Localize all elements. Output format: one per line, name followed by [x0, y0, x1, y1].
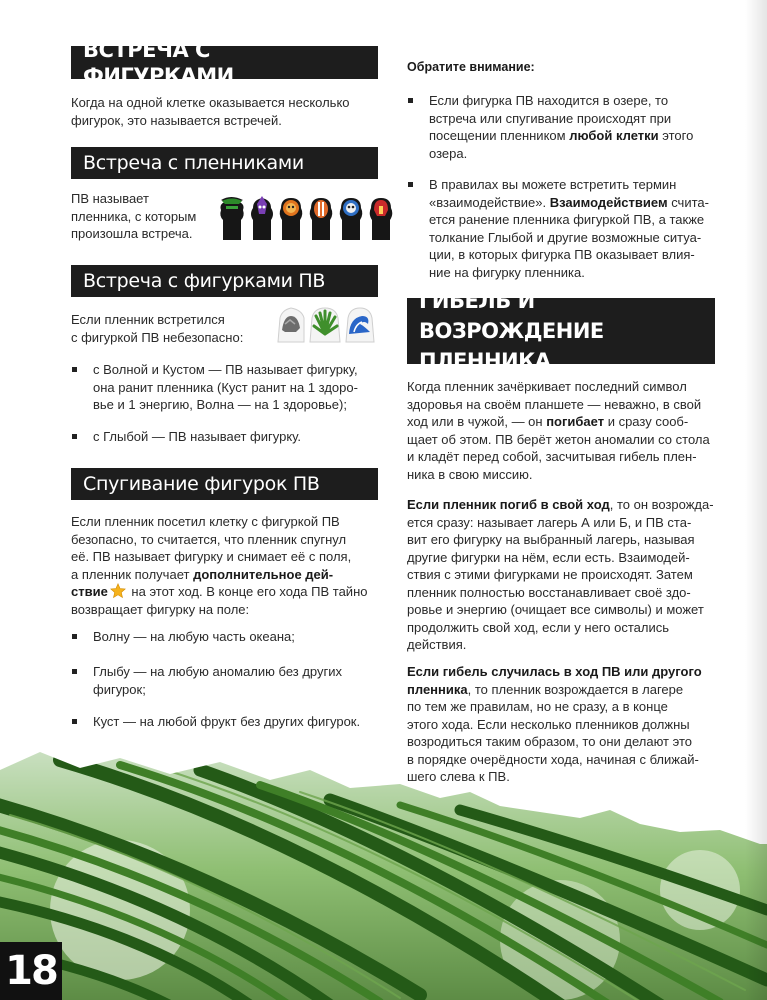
- rock-figure-icon: [276, 304, 306, 344]
- heading-meeting-prisoners: Встреча с пленниками: [71, 147, 378, 179]
- heading-death-rebirth: ГИБЕЛЬ И ВОЗРОЖДЕНИЕ ПЛЕННИКА: [407, 298, 715, 364]
- scare-bullet-rock: Глыбу — на любую аномалию без других фигурок;: [71, 663, 381, 698]
- heading-meeting-figures: [71, 37, 378, 88]
- note-bullet-interaction: В правилах вы можете встретить термин «взаимодействие». Взаимодействием счита- ется ранение пленника фигуркой ПВ, а также толкание Глыбой и другие возможные ситуа- ции, в которых фигурка ПВ оказывает влия- ние на фигурку пленника.: [407, 176, 727, 281]
- jungle-leaves-illustration: [0, 740, 767, 1000]
- scare-bullet-bush: Куст — на любой фрукт без других фигурок.: [71, 713, 381, 731]
- prisoner-figures: [217, 190, 395, 240]
- prisoners-paragraph: ПВ называет пленника, с которым произошла встреча.: [71, 191, 197, 241]
- pv-paragraph: Если пленник встретился с фигуркой ПВ небезопасно:: [71, 312, 244, 345]
- prisoner-figure-green-icon: [217, 190, 247, 240]
- scare-paragraph: Если пленник посетил клетку с фигуркой ПВ безопасно, то считается, что пленник спугнул её. ПВ называет фигурку и снимает её с поля, а пленник получает дополнительное дей- ствие на этот ход. В конце его хода ПВ тайно возвращает фигурку на поле:: [71, 514, 368, 617]
- bush-figure-icon: [308, 304, 342, 344]
- page-number: 18: [0, 942, 62, 1000]
- page-edge-shadow: [745, 0, 767, 1000]
- star-icon: [110, 583, 126, 599]
- other-turn-paragraph: Если гибель случилась в ход ПВ или другого пленника, то пленник возрождается в лагере по тем же правилам, но не сразу, а в конце этого хода. Если несколько пленников должны возродиться таким образом, то они делают это в порядке очерёдности хода, начиная с ближай- шего слева к ПВ.: [407, 664, 702, 784]
- prisoner-figure-skull-icon: [337, 192, 365, 240]
- note-bullet-lake: Если фигурка ПВ находится в озере, то встреча или спугивание происходят при посещении пленником любой клетки этого озера.: [407, 92, 717, 162]
- note-title: Обратите внимание:: [407, 60, 535, 74]
- own-turn-paragraph: Если пленник погиб в свой ход, то он возрожда- ется сразу: называет лагерь А или Б, и ПВ ста- вит его фигурку на выбранный лагерь, называя другие фигурки на нём, если есть. Взаимодей- ствия с этими фигурками не происходят. Затем пленник полностью восстанавливает своё здо- ровье и энергию (очищает все символы) и может продолжить свой ход, если у него остались действия.: [407, 497, 714, 652]
- heading-text: ВСТРЕЧА С ФИГУРКАМИ: [83, 37, 234, 88]
- scare-bullet-wave: Волну — на любую часть океана;: [71, 628, 381, 646]
- prisoner-figure-orange-icon: [277, 192, 305, 240]
- pv-figures: [276, 304, 376, 344]
- heading-scaring-pv-figures: Спугивание фигурок ПВ: [71, 468, 378, 500]
- heading-meeting-pv-figures: Встреча с фигурками ПВ: [71, 265, 378, 297]
- pv-bullet-rock: с Глыбой — ПВ называет фигурку.: [71, 428, 381, 446]
- prisoner-figure-red-icon: [367, 192, 395, 240]
- intro-paragraph: Когда на одной клетке оказывается несколько фигурок, это называется встречей.: [71, 95, 350, 128]
- prisoner-figure-mask-icon: [307, 192, 335, 240]
- pv-bullet-wave-bush: с Волной и Кустом — ПВ называет фигурку, она ранит пленника (Куст ранит на 1 здоро- вье и 1 энергию, Волна — на 1 здоровье);: [71, 361, 381, 414]
- wave-figure-icon: [344, 304, 376, 344]
- prisoner-figure-purple-icon: [249, 192, 275, 240]
- death-paragraph: Когда пленник зачёркивает последний символ здоровья на своём планшете — неважно, в свой ход или в чужой, — он погибает и сразу сооб- щает об этом. ПВ берёт жетон аномалии со стола и кладёт перед собой, засчитывая гибель плен- ника в свою миссию.: [407, 379, 710, 482]
